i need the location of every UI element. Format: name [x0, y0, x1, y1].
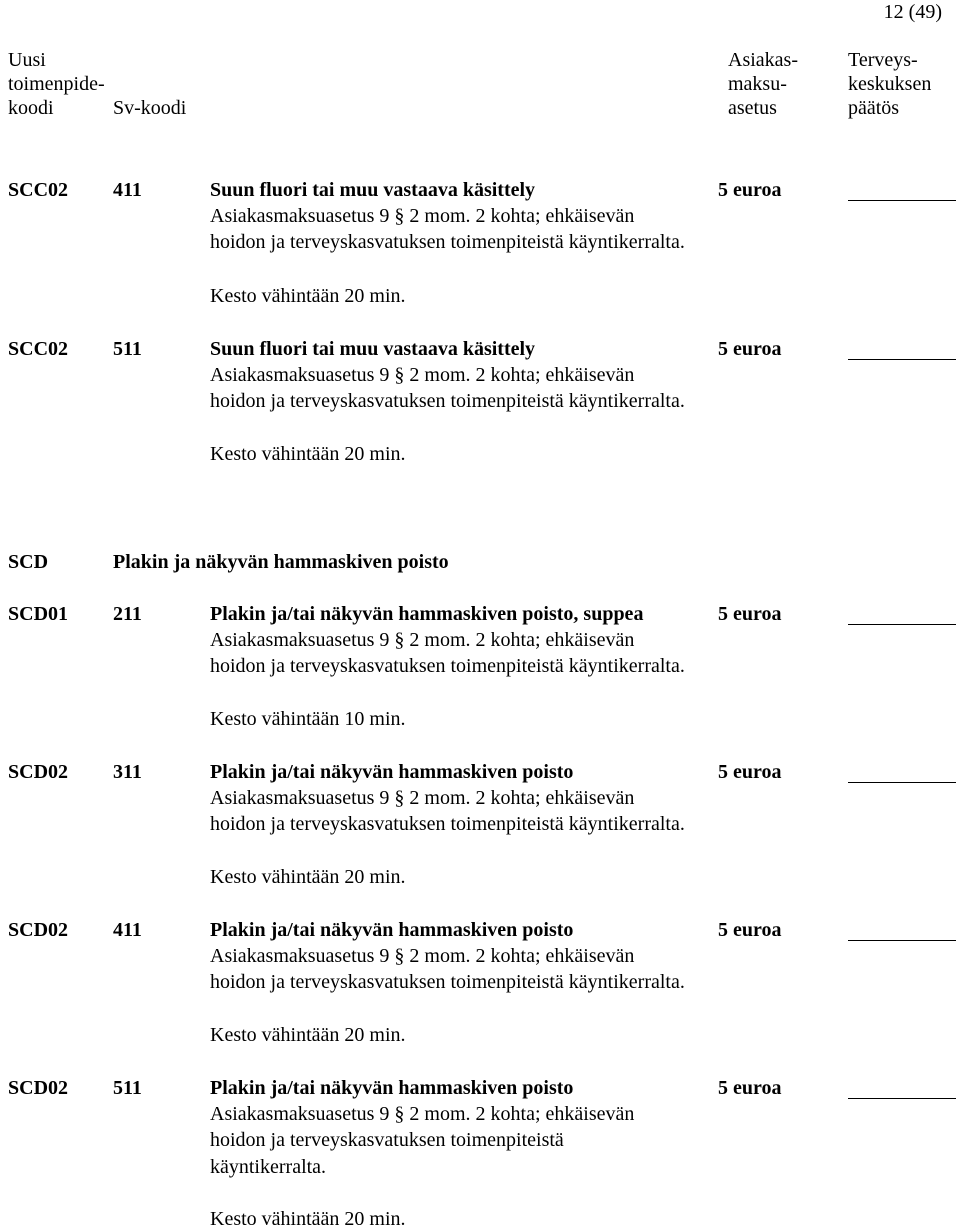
decision-blank-line [848, 624, 956, 625]
fee-amount: 5 euroa [718, 338, 782, 360]
header-fee-line3: asetus [728, 97, 777, 119]
header-new-code-line3: koodi [8, 97, 54, 119]
section-code: SCD [8, 551, 49, 573]
section-title: Plakin ja näkyvän hammaskiven poisto [113, 551, 449, 573]
description-line: hoidon ja terveyskasvatuksen toimenpiteistä käyntikerralta. [210, 971, 685, 993]
header-decision-line2: keskuksen [848, 73, 932, 95]
procedure-title: Suun fluori tai muu vastaava käsittely [210, 179, 536, 201]
decision-blank-line [848, 200, 956, 201]
procedure-code: SCD02 [8, 919, 69, 941]
procedure-code: SCD02 [8, 1077, 69, 1099]
description-line: hoidon ja terveyskasvatuksen toimenpiteistä käyntikerralta. [210, 390, 685, 412]
fee-amount: 5 euroa [718, 603, 782, 625]
duration-text: Kesto vähintään 20 min. [210, 1208, 406, 1230]
duration-text: Kesto vähintään 20 min. [210, 443, 406, 465]
decision-blank-line [848, 359, 956, 360]
procedure-code: SCC02 [8, 179, 69, 201]
description-line: hoidon ja terveyskasvatuksen toimenpiteistä [210, 1129, 564, 1151]
duration-text: Kesto vähintään 20 min. [210, 866, 406, 888]
header-fee-line1: Asiakas- [728, 49, 798, 71]
description-line: hoidon ja terveyskasvatuksen toimenpiteistä käyntikerralta. [210, 231, 685, 253]
sv-code: 211 [113, 603, 142, 625]
fee-amount: 5 euroa [718, 179, 782, 201]
description-line: hoidon ja terveyskasvatuksen toimenpiteistä käyntikerralta. [210, 655, 685, 677]
decision-blank-line [848, 782, 956, 783]
procedure-title: Plakin ja/tai näkyvän hammaskiven poisto, suppea [210, 603, 644, 625]
procedure-title: Plakin ja/tai näkyvän hammaskiven poisto [210, 1077, 574, 1099]
description-line: Asiakasmaksuasetus 9 § 2 mom. 2 kohta; ehkäisevän [210, 1103, 635, 1125]
description-line: Asiakasmaksuasetus 9 § 2 mom. 2 kohta; ehkäisevän [210, 945, 635, 967]
sv-code: 411 [113, 179, 142, 201]
header-new-code-line1: Uusi [8, 49, 46, 71]
fee-amount: 5 euroa [718, 1077, 782, 1099]
duration-text: Kesto vähintään 20 min. [210, 1024, 406, 1046]
fee-amount: 5 euroa [718, 761, 782, 783]
description-line: Asiakasmaksuasetus 9 § 2 mom. 2 kohta; ehkäisevän [210, 629, 635, 651]
procedure-code: SCD02 [8, 761, 69, 783]
header-fee-line2: maksu- [728, 73, 787, 95]
sv-code: 311 [113, 761, 142, 783]
description-line: Asiakasmaksuasetus 9 § 2 mom. 2 kohta; ehkäisevän [210, 205, 635, 227]
sv-code: 511 [113, 1077, 142, 1099]
description-line: Asiakasmaksuasetus 9 § 2 mom. 2 kohta; ehkäisevän [210, 787, 635, 809]
header-decision-line3: päätös [848, 97, 900, 119]
duration-text: Kesto vähintään 10 min. [210, 708, 406, 730]
fee-amount: 5 euroa [718, 919, 782, 941]
procedure-title: Suun fluori tai muu vastaava käsittely [210, 338, 536, 360]
header-sv-code: Sv-koodi [113, 97, 187, 119]
sv-code: 511 [113, 338, 142, 360]
procedure-code: SCC02 [8, 338, 69, 360]
procedure-code: SCD01 [8, 603, 69, 625]
header-decision-line1: Terveys- [848, 49, 918, 71]
description-line: hoidon ja terveyskasvatuksen toimenpiteistä käyntikerralta. [210, 813, 685, 835]
description-line: Asiakasmaksuasetus 9 § 2 mom. 2 kohta; ehkäisevän [210, 364, 635, 386]
procedure-title: Plakin ja/tai näkyvän hammaskiven poisto [210, 761, 574, 783]
procedure-title: Plakin ja/tai näkyvän hammaskiven poisto [210, 919, 574, 941]
decision-blank-line [848, 940, 956, 941]
page-number: 12 (49) [883, 1, 942, 23]
header-new-code-line2: toimenpide- [8, 73, 105, 95]
description-line: käyntikerralta. [210, 1156, 327, 1178]
decision-blank-line [848, 1098, 956, 1099]
sv-code: 411 [113, 919, 142, 941]
duration-text: Kesto vähintään 20 min. [210, 285, 406, 307]
